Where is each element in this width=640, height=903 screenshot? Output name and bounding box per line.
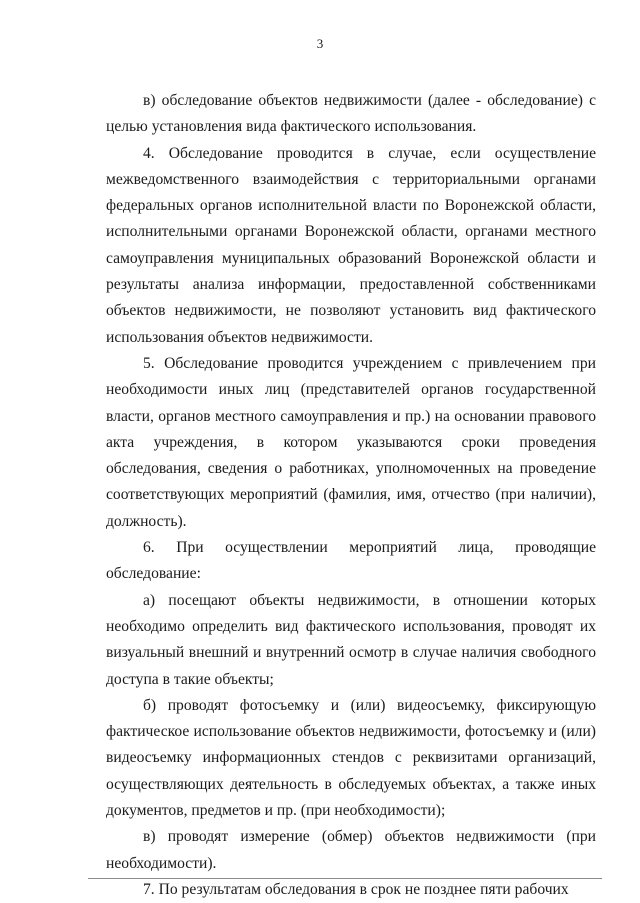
paragraph-3v: в) обследование объектов недвижимости (далее - обследование) с целью установления вида фактического использования.	[106, 92, 596, 136]
scan-edge-line	[88, 878, 602, 879]
paragraph-6a: а) посещают объекты недвижимости, в отношении которых необходимо определить вид фактического использования, проводят их визуальный внешний и внутренний осмотр в случае наличия свободного доступа в такие объекты;	[106, 591, 596, 688]
document-body	[106, 88, 596, 903]
paragraph-6v: в) проводят измерение (обмер) объектов недвижимости (при необходимости).	[106, 828, 596, 872]
paragraph-7: 7. По результатам обследования в срок не позднее пяти рабочих	[143, 880, 569, 898]
page-number: 3	[316, 36, 324, 51]
paragraph-6: 6. При осуществлении мероприятий лица, проводящие обследование:	[106, 539, 596, 583]
paragraph-4: 4. Обследование проводится в случае, если осуществление межведомственного взаимодействия с территориальными органами федеральных органов исполнительной власти по Воронежской области, исполнительными органами Воронежской области, органами местного самоуправления муниципальных образований Воронежской области и результаты анализа информации, предоставленной собственниками объектов недвижимости, не позволяют установить вид фактического использования объектов недвижимости.	[106, 144, 596, 346]
paragraph-6b: б) проводят фотосъемку и (или) видеосъемку, фиксирующую фактическое использование объектов недвижимости, фотосъемку и (или) видеосъемку информационных стендов с реквизитами организаций, осуществляющих деятельность в обследуемых объектах, а также иных документов, предметов и пр. (при необходимости);	[106, 696, 596, 820]
paragraph-5: 5. Обследование проводится учреждением с привлечением при необходимости иных лиц (представителей органов государственной власти, органов местного самоуправления и пр.) на основании правового акта учреждения, в котором указываются сроки проведения обследования, сведения о работниках, уполномоченных на проведение соответствующих мероприятий (фамилия, имя, отчество (при наличии), должность).	[106, 354, 596, 530]
